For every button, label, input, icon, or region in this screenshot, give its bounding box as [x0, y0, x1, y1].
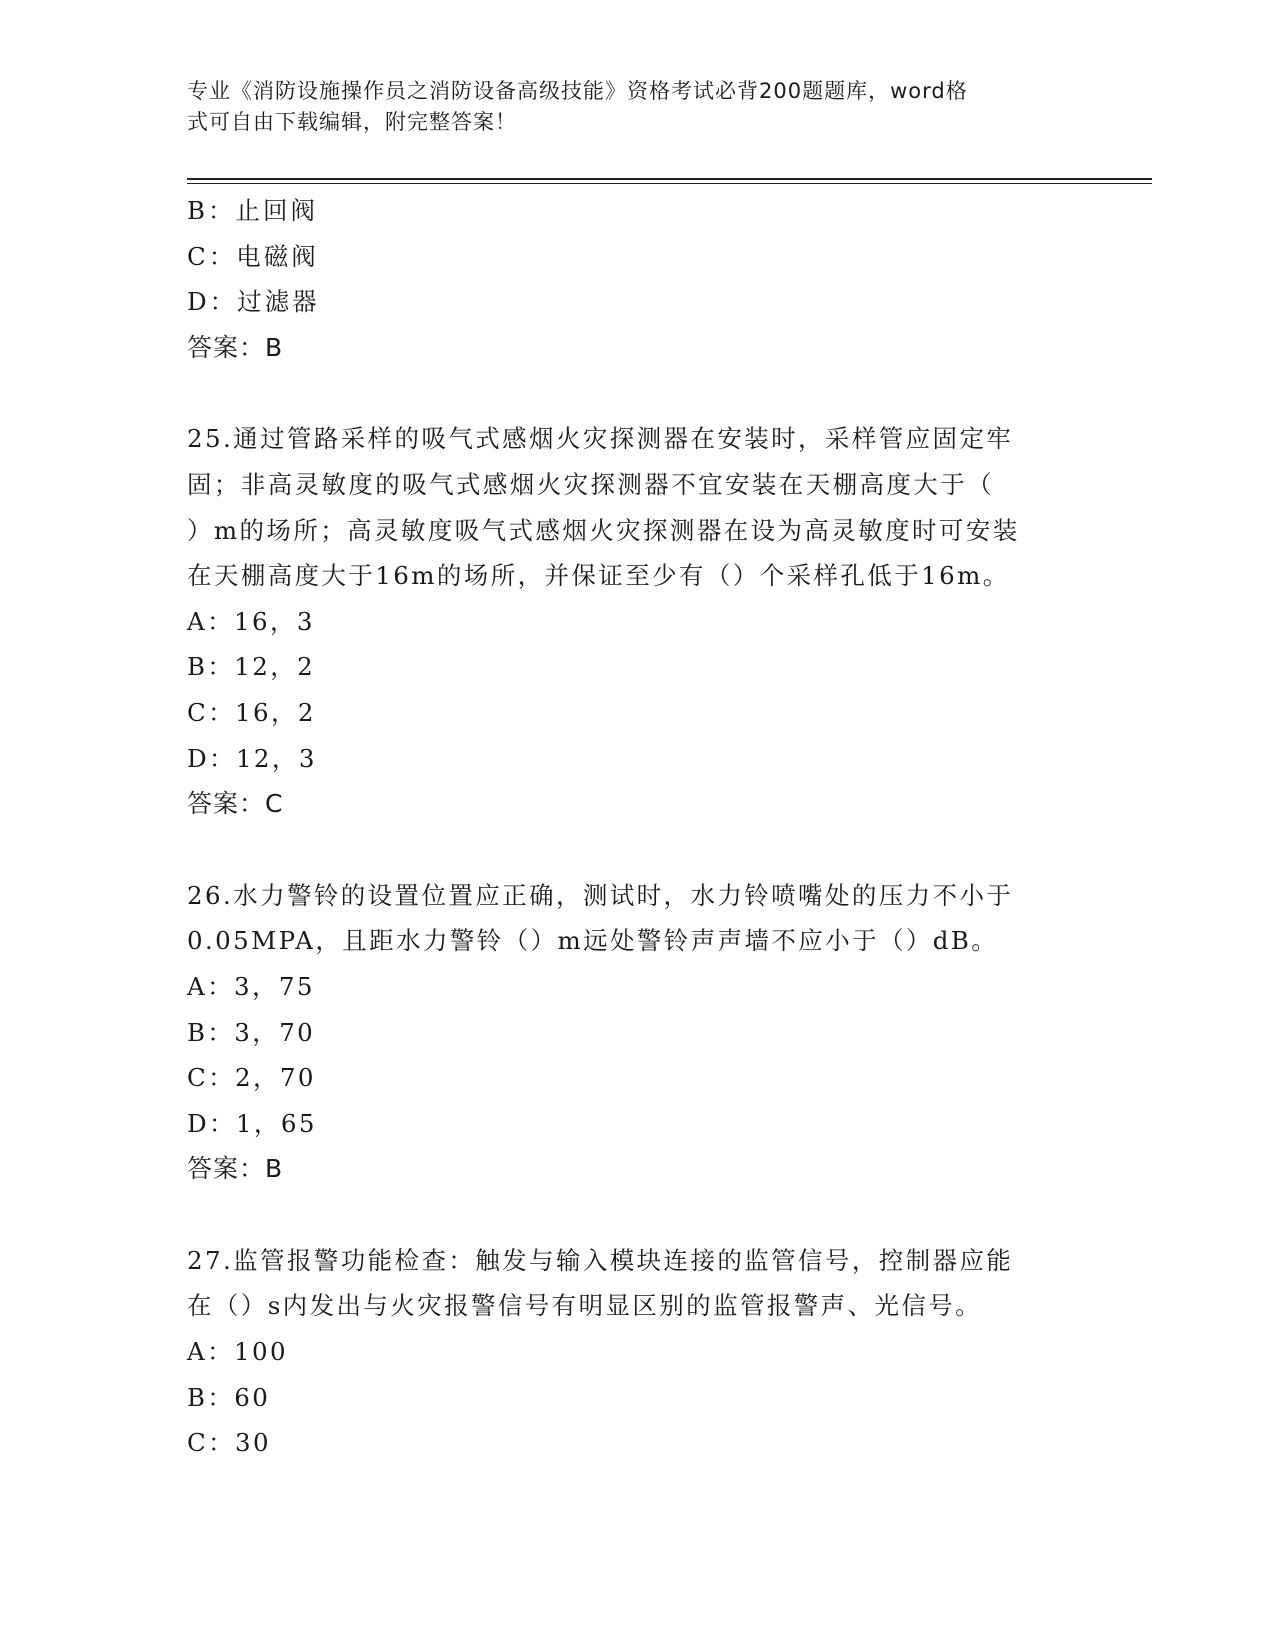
question-text-line: 26.水力警铃的设置位置应正确，测试时，水力铃喷嘴处的压力不小于	[187, 880, 1014, 910]
option-b: B：12，2	[187, 652, 316, 682]
option-d: D：过滤器	[187, 287, 320, 317]
answer: 答案：B	[187, 332, 284, 362]
option-b: B：60	[187, 1382, 271, 1412]
answer: 答案：B	[187, 1154, 284, 1184]
header-rule-thick	[187, 178, 1152, 180]
spacer	[187, 370, 1087, 416]
question-text-line: 25.通过管路采样的吸气式感烟火灾探测器在安装时，采样管应固定牢	[187, 424, 1014, 454]
question-text-line: 在天棚高度大于16m的场所，并保证至少有（）个采样孔低于16m。	[187, 561, 1010, 591]
question-26	[187, 873, 1087, 1192]
option-c: C：30	[187, 1428, 272, 1458]
option-b: B：止回阀	[187, 196, 319, 225]
spacer	[187, 827, 1087, 873]
option-a: A：16，3	[187, 606, 315, 636]
question-27	[187, 1238, 1087, 1466]
question-text-line: 固；非高灵敏度的吸气式感烟火灾探测器不宜安装在天棚高度大于（	[187, 469, 994, 499]
option-c: C：16，2	[187, 697, 316, 727]
question-text-line: 0.05MPA，且距水力警铃（）m远处警铃声声墙不应小于（）dB。	[187, 926, 999, 956]
question-25	[187, 416, 1087, 826]
option-c: C：2，70	[187, 1063, 316, 1093]
option-a: A：3，75	[187, 971, 315, 1001]
header-rule-thin	[187, 183, 1152, 184]
option-d: D：12，3	[187, 743, 317, 773]
option-d: D：1，65	[187, 1108, 317, 1138]
question-text-line: ）m的场所；高灵敏度吸气式感烟火灾探测器在设为高灵敏度时可安装	[187, 515, 1020, 545]
question-text-line: 27.监管报警功能检查：触发与输入模块连接的监管信号，控制器应能	[187, 1245, 1014, 1275]
option-c: C：电磁阀	[187, 241, 319, 271]
option-a: A：100	[187, 1337, 288, 1367]
question-text-line: 在（）s内发出与火灾报警信号有明显区别的监管报警声、光信号。	[187, 1291, 983, 1321]
document-header	[187, 76, 1067, 138]
spacer	[187, 1192, 1087, 1238]
answer: 答案：C	[187, 789, 284, 819]
question-24-tail	[187, 188, 1087, 370]
header-line-1: 专业《消防设施操作员之消防设备高级技能》资格考试必背200题题库，word格	[187, 79, 968, 103]
header-line-2: 式可自由下载编辑，附完整答案！	[187, 110, 517, 134]
option-b: B：3，70	[187, 1017, 316, 1047]
document-body	[187, 188, 1087, 1466]
